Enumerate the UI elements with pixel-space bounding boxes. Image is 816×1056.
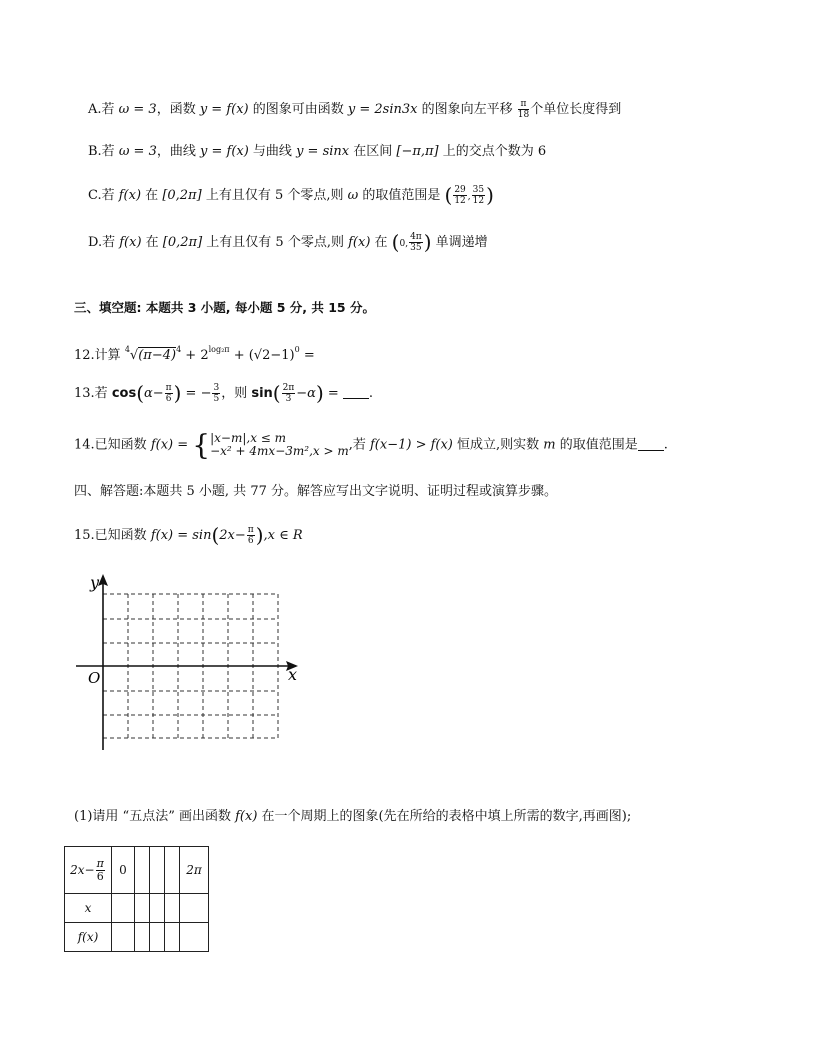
question-13: 13.若 cos(α− $\frac{\pi}{6}$ ) = − $\frac{3}{5}$ ，则 sin( $\frac{2\pi}{3}$ −α) = . bbox=[74, 381, 374, 405]
cell-first: 0 bbox=[112, 847, 135, 894]
five-point-table bbox=[64, 846, 209, 952]
question-14: 14.已知函数 f(x) = { |x−m|,x ≤ m −x² + 4mx−3m²,x > m ,若 f(x−1) > f(x) 恒成立,则实数 m 的取值范围是 . bbox=[74, 428, 668, 462]
row-x-label: x bbox=[65, 894, 112, 923]
origin-label: O bbox=[88, 669, 101, 687]
cell-blank bbox=[180, 923, 209, 952]
cell-last: 2π bbox=[180, 847, 209, 894]
row-f-label: f(x) bbox=[65, 923, 112, 952]
option-b: B.若 ω = 3，曲线 y = f(x) 与曲线 y = sinx 在区间 [−π,π] 上的交点个数为 6 bbox=[88, 144, 547, 159]
cell-blank bbox=[135, 894, 150, 923]
cell-blank bbox=[150, 923, 165, 952]
answer-blank bbox=[343, 386, 369, 399]
section-3-heading: 三、填空题: 本题共 3 小题, 每小题 5 分, 共 15 分。 bbox=[74, 300, 375, 315]
table-row bbox=[65, 847, 209, 894]
option-a: A.若 ω = 3，函数 y = f(x) 的图象可由函数 y = 2sin3x 的图象向左平移 $\frac{\pi}{18}$ 个单位长度得到 bbox=[88, 99, 622, 120]
cell-blank bbox=[165, 894, 180, 923]
cell-blank bbox=[135, 923, 150, 952]
option-d: D.若 f(x) 在 [0,2π] 上有且仅有 5 个零点,则 f(x) 在 (0, $\frac{4\pi}{35}$ ) 单调递增 bbox=[88, 230, 488, 254]
table-row bbox=[65, 894, 209, 923]
cell-blank bbox=[112, 894, 135, 923]
cell-blank bbox=[150, 894, 165, 923]
cell-blank bbox=[180, 894, 209, 923]
cell-blank bbox=[112, 923, 135, 952]
question-12: 12.计算 $^4√(\pi-4)^4 + 2^{log_2\pi} + (√2-1)^0$ = bbox=[74, 345, 315, 363]
y-axis-label: y bbox=[90, 573, 100, 592]
table-row bbox=[65, 923, 209, 952]
header-cell: 2x− $\frac{\pi}{6}$ bbox=[65, 847, 112, 894]
question-15: 15.已知函数 f(x) = sin(2x− $\frac{\pi}{6}$ ),x ∈ R bbox=[74, 523, 303, 547]
x-axis-label: x bbox=[288, 665, 298, 684]
cell-blank bbox=[150, 847, 165, 894]
section-4-heading: 四、解答题:本题共 5 小题, 共 77 分。解答应写出文字说明、证明过程或演算步骤。 bbox=[74, 484, 557, 499]
option-c: C.若 f(x) 在 [0,2π] 上有且仅有 5 个零点,则 ω 的取值范围是 ( $\frac{29}{12}$ , $\frac{35}{12}$ ) bbox=[88, 183, 494, 207]
coordinate-grid bbox=[70, 570, 310, 755]
part-1: (1)请用 “五点法” 画出函数 f(x) 在一个周期上的图象(先在所给的表格中填上所需的数字,再画图); bbox=[74, 809, 632, 824]
cell-blank bbox=[165, 923, 180, 952]
answer-blank bbox=[638, 438, 664, 451]
cell-blank bbox=[135, 847, 150, 894]
cell-blank bbox=[165, 847, 180, 894]
